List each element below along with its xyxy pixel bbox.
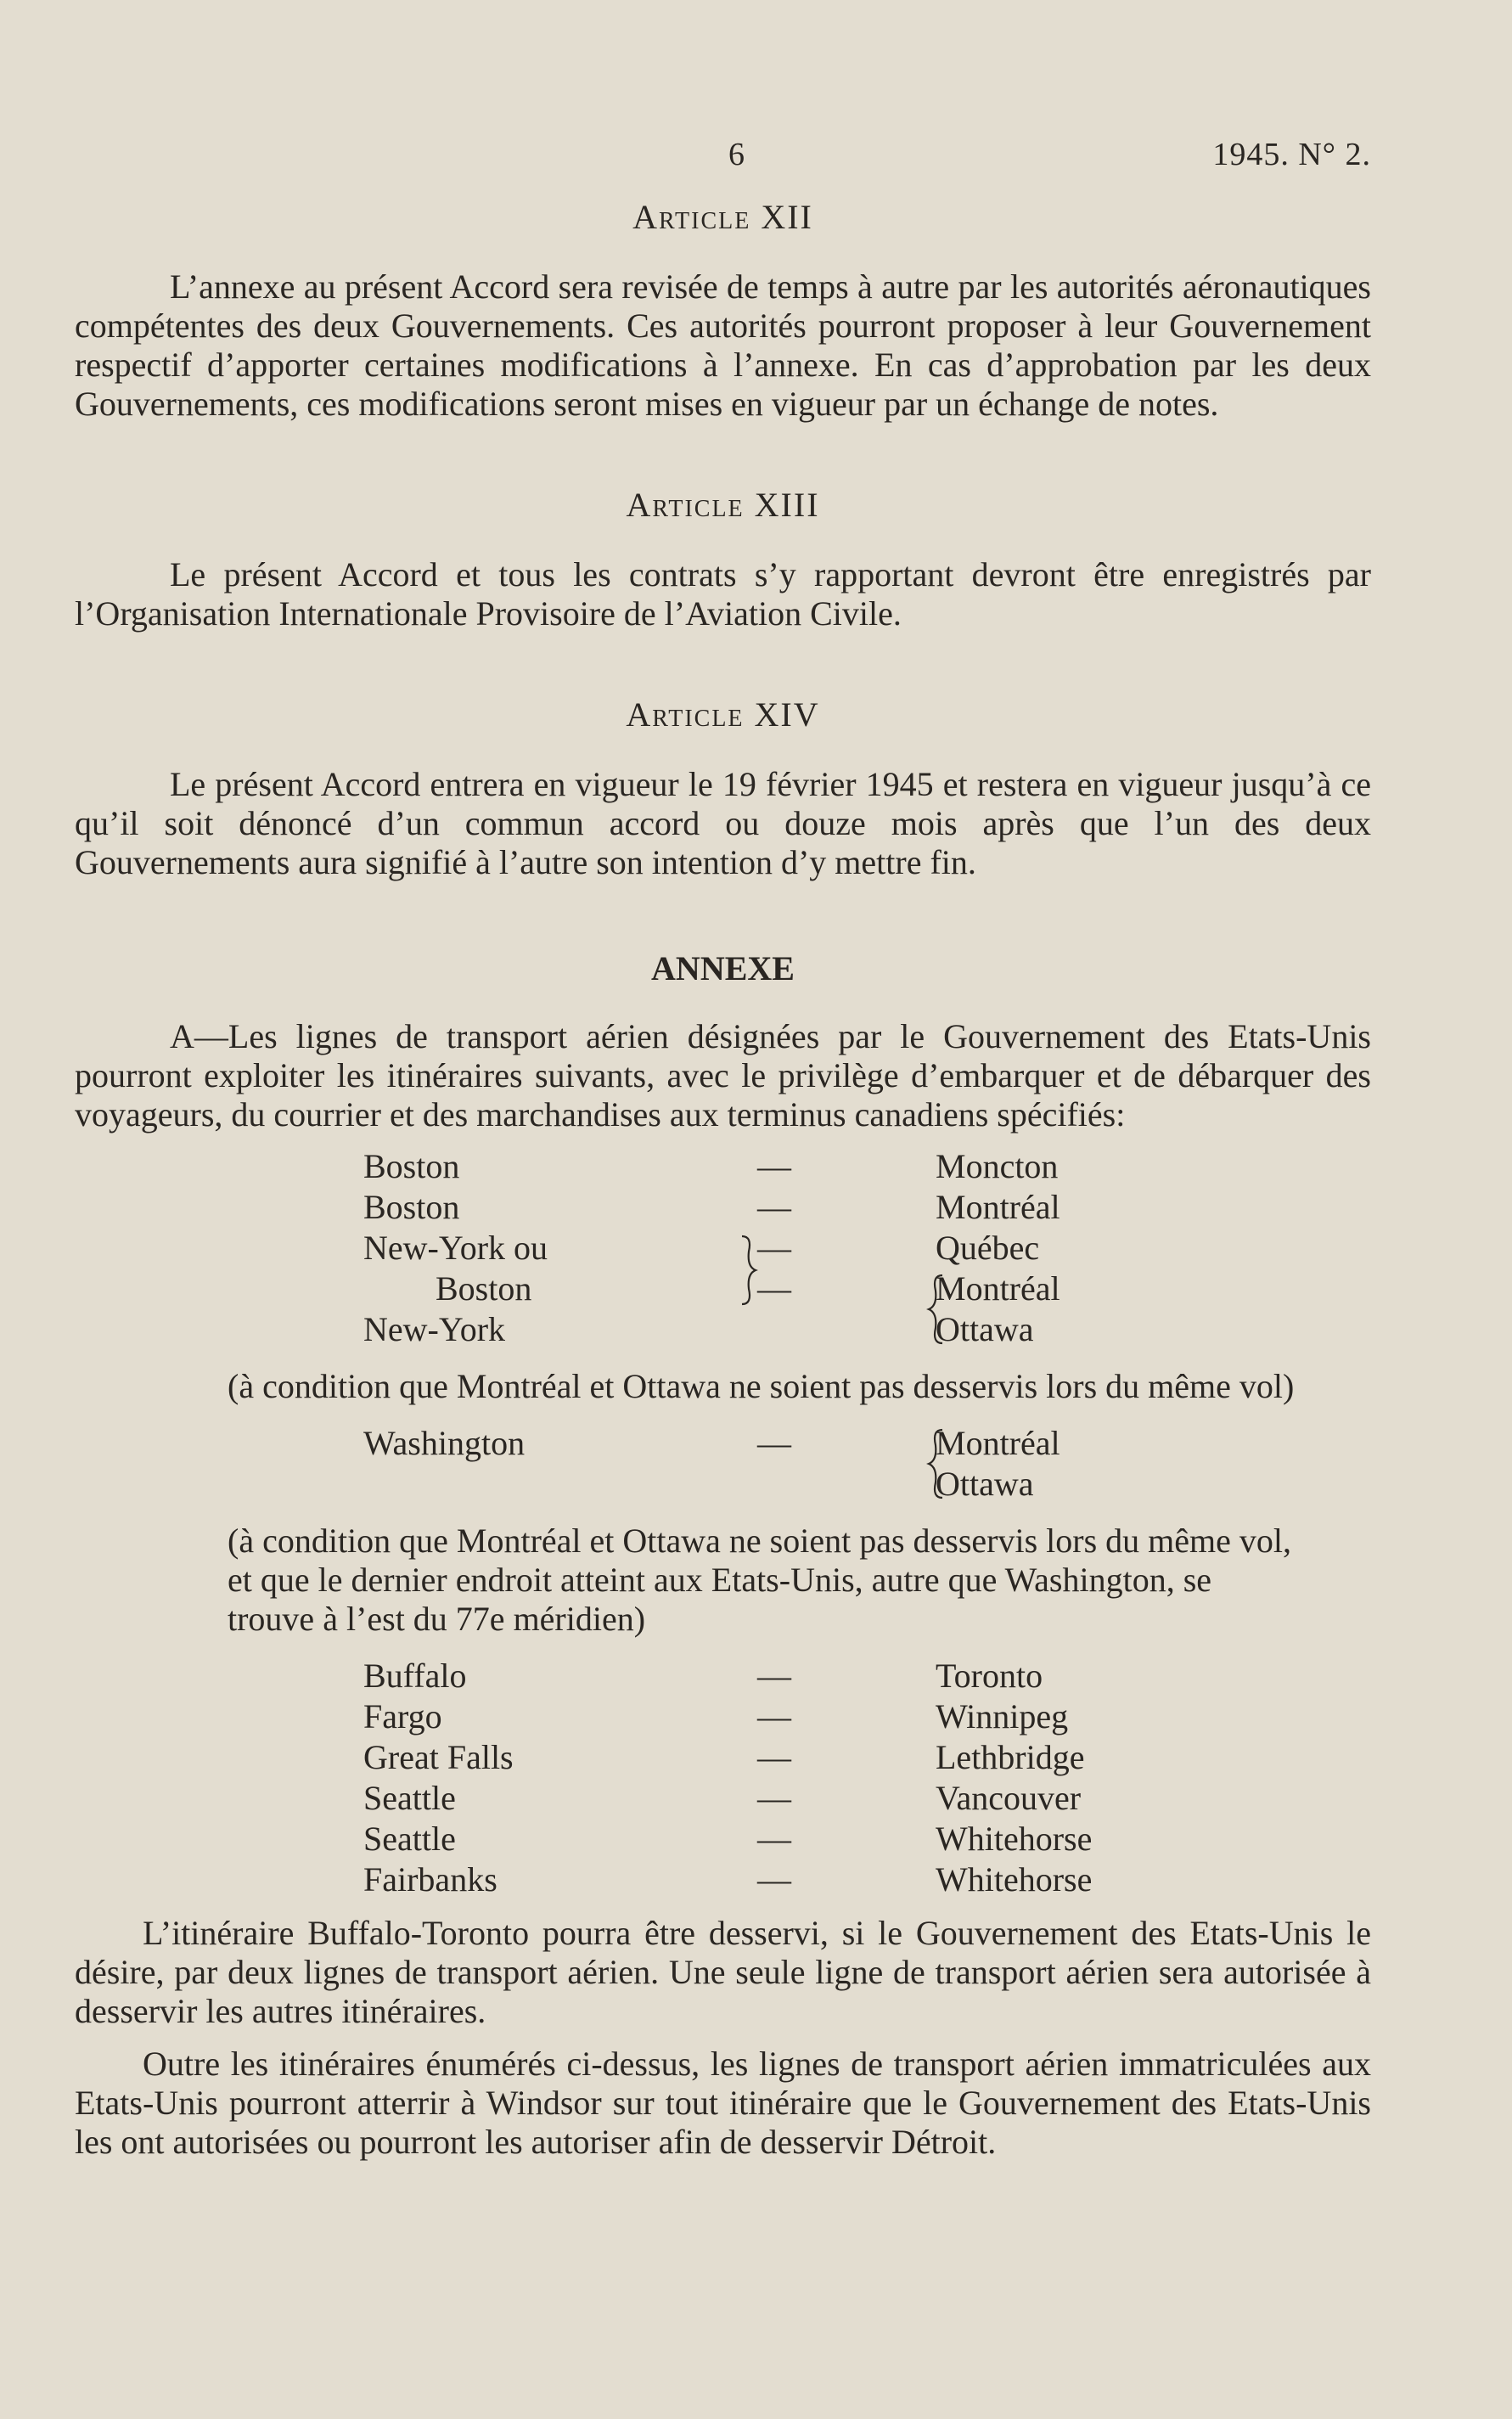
route-row: [75, 1696, 1371, 1737]
route-dash: —: [757, 1657, 791, 1695]
route-destination: Lethbridge: [936, 1738, 1085, 1776]
route-dash: —: [757, 1269, 791, 1308]
route-row: [75, 1464, 1371, 1505]
route-origin: Buffalo: [363, 1657, 467, 1695]
route-dash: —: [757, 1738, 791, 1776]
route-row: [75, 1737, 1371, 1778]
grouping-brace-icon: [925, 1274, 946, 1345]
route-destination: Québec: [936, 1229, 1040, 1267]
article-xiv-title: Article XIV: [626, 695, 820, 734]
article-xiii-text: Le présent Accord et tous les contrats s’y rapportant devront être enregistrés par l’Organisation Internationale Provisoire de l’Aviation Civile.: [75, 555, 1371, 633]
route-row: [75, 1778, 1371, 1819]
route-origin: Seattle: [363, 1820, 456, 1858]
grouping-brace-icon: [737, 1235, 761, 1306]
route-origin: New-York ou: [363, 1229, 548, 1267]
route-list-2: [75, 1423, 1371, 1505]
route-row: [75, 1656, 1371, 1696]
route-row: [75, 1228, 1371, 1269]
route-destination: Montréal: [936, 1269, 1060, 1308]
annexe-paragraph-2: Outre les itinéraires énumérés ci-dessus, les lignes de transport aérien immatriculées aux Etats-Unis pourront atterrir à Windsor sur tout itinéraire que le Gouvernement des Etats-Unis les ont autorisées ou pourront les autoriser afin de desservir Détroit.: [75, 2045, 1371, 2161]
route-destination: Vancouver: [936, 1779, 1082, 1817]
route-dash: —: [757, 1697, 791, 1735]
route-destination: Montréal: [936, 1188, 1060, 1226]
route-origin: Fairbanks: [363, 1860, 497, 1899]
route-destination: Montréal: [936, 1424, 1060, 1462]
route-list-3: [75, 1656, 1371, 1900]
route-origin: Washington: [363, 1424, 526, 1462]
route-origin: New-York: [363, 1310, 506, 1348]
route-destination: Ottawa: [936, 1465, 1034, 1503]
route-dash: —: [757, 1229, 791, 1267]
route-destination: Toronto: [936, 1657, 1043, 1695]
route-dash: —: [757, 1860, 791, 1899]
route-dash: —: [757, 1779, 791, 1817]
route-row: [75, 1819, 1371, 1859]
route-origin: Boston: [436, 1269, 532, 1308]
route-destination: Whitehorse: [936, 1860, 1093, 1899]
route-destination: Moncton: [936, 1147, 1059, 1185]
grouping-brace-icon: [925, 1428, 946, 1499]
route-dash: —: [757, 1424, 791, 1462]
route-dash: —: [757, 1147, 791, 1185]
article-xiii-title: Article XIII: [626, 486, 820, 524]
annexe-title: ANNEXE: [651, 949, 795, 987]
article-xiv-text: Le présent Accord entrera en vigueur le 19 février 1945 et restera en vigueur jusqu’à ce qu’il soit dénoncé d’un commun accord ou douze mois après que l’un des deux Gouvernements aura signifié à l’autre son intention d’y mettre fin.: [75, 765, 1371, 881]
route-row: [75, 1423, 1371, 1464]
route-row: [75, 1269, 1371, 1309]
route-condition-2: (à condition que Montréal et Ottawa ne soient pas desservis lors du même vol, et que le dernier endroit atteint aux Etats-Unis, autre que Washington, se trouve à l’est du 77e méridien): [228, 1522, 1292, 1638]
route-destination: Ottawa: [936, 1310, 1034, 1348]
route-origin: Boston: [363, 1147, 460, 1185]
page-number: 6: [728, 137, 745, 172]
route-destination: Winnipeg: [936, 1697, 1069, 1735]
document-reference: 1945. N° 2.: [1212, 137, 1371, 172]
route-origin: Seattle: [363, 1779, 456, 1817]
route-dash: —: [757, 1188, 791, 1226]
route-row: [75, 1146, 1371, 1187]
route-row: [75, 1309, 1371, 1350]
article-xii-title: Article XII: [632, 198, 813, 236]
route-row: [75, 1859, 1371, 1900]
route-list-1: [75, 1146, 1371, 1350]
route-condition-1: (à condition que Montréal et Ottawa ne soient pas desservis lors du même vol): [228, 1367, 1295, 1405]
route-row: [75, 1187, 1371, 1228]
annexe-paragraph-1: L’itinéraire Buffalo-Toronto pourra être desservi, si le Gouvernement des Etats-Unis le désire, par deux lignes de transport aérien. Une seule ligne de transport aérien sera autorisée à desservir les autres itinéraires.: [75, 1914, 1371, 2030]
article-xii-text: L’annexe au présent Accord sera revisée de temps à autre par les autorités aéronautiques compétentes des deux Gouvernements. Ces autorités pourront proposer à leur Gouvernement respectif d’apporter certaines modifications à l’annexe. En cas d’approbation par les deux Gouvernements, ces modifications seront mises en vigueur par un échange de notes.: [75, 267, 1371, 423]
document-body: [75, 197, 1371, 2162]
route-destination: Whitehorse: [936, 1820, 1093, 1858]
route-origin: Fargo: [363, 1697, 442, 1735]
annexe-intro: A—Les lignes de transport aérien désignées par le Gouvernement des Etats-Unis pourront exploiter les itinéraires suivants, avec le privilège d’embarquer et de débarquer des voyageurs, du courrier et des marchandises aux terminus canadiens spécifiés:: [75, 1017, 1371, 1134]
route-origin: Boston: [363, 1188, 460, 1226]
route-dash: —: [757, 1820, 791, 1858]
route-origin: Great Falls: [363, 1738, 514, 1776]
